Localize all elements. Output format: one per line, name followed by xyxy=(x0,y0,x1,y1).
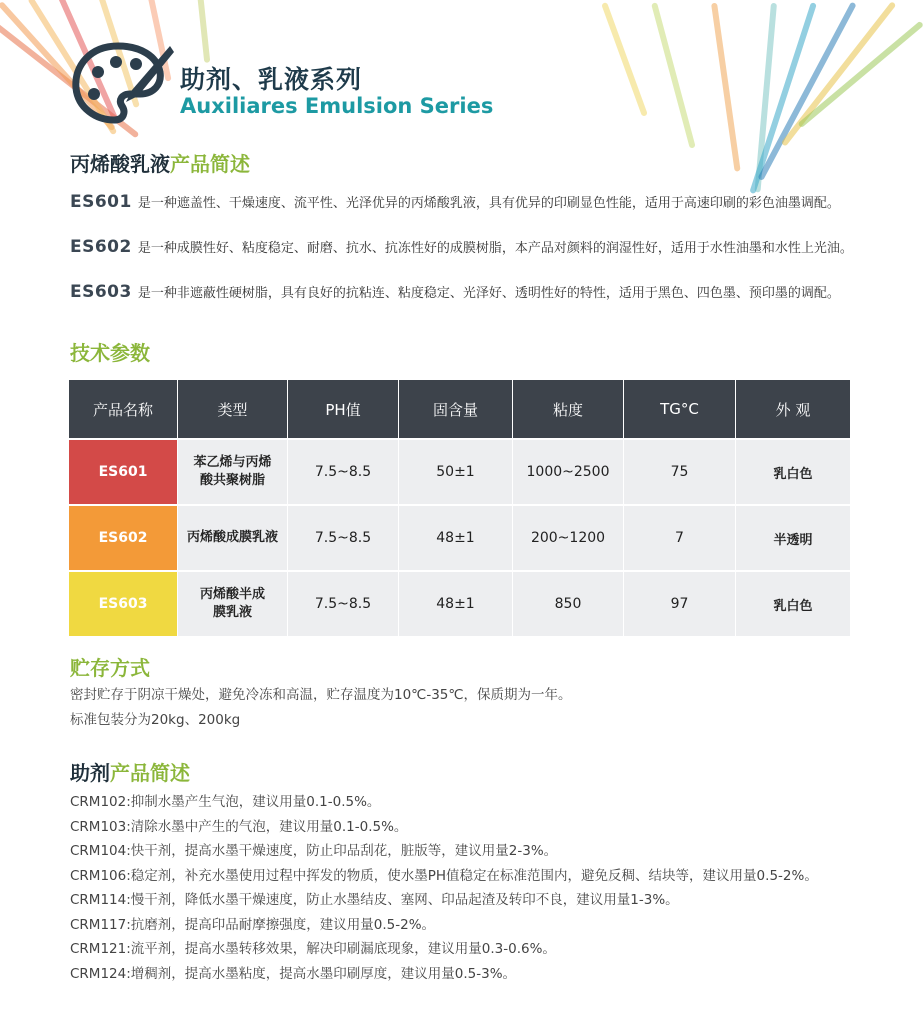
column-header: 固含量 xyxy=(399,380,513,438)
packaging-text: 标准包装分为20kg、200kg xyxy=(70,712,241,728)
emulsion-item xyxy=(70,192,840,212)
list-item: CRM103:清除水墨中产生的气泡，建议用量0.1-0.5%。 xyxy=(70,818,408,835)
emulsion-desc: 是一种非遮蔽性硬树脂，具有良好的抗粘连、粘度稳定、光泽好、透明性好的特性，适用于黑色、四色墨、预印墨的调配。 xyxy=(137,286,840,301)
appearance-cell: 乳白色 xyxy=(736,570,850,636)
emulsion-item xyxy=(70,237,853,257)
appearance-cell: 半透明 xyxy=(736,504,850,570)
page-title: 助剂、乳液系列 xyxy=(180,65,363,94)
product-name-cell: ES603 xyxy=(69,570,178,636)
product-type-cell xyxy=(178,570,288,636)
emulsion-code: ES602 xyxy=(70,237,132,257)
table-row xyxy=(69,504,850,570)
list-item: CRM121:流平剂，提高水墨转移效果，解决印刷漏底现象，建议用量0.3-0.6%。 xyxy=(70,941,556,957)
list-item: CRM102:抑制水墨产生气泡，建议用量0.1-0.5%。 xyxy=(70,794,381,810)
page-header xyxy=(70,38,590,128)
column-header: 类型 xyxy=(178,380,288,438)
spec-table-header-row xyxy=(69,380,850,438)
tg-cell: 75 xyxy=(624,438,736,504)
decorative-feathers-right xyxy=(544,0,924,220)
column-header: TG°C xyxy=(624,380,736,438)
storage-text: 密封贮存于阴凉干燥处，避免冷冻和高温，贮存温度为10℃-35℃，保质期为一年。 xyxy=(70,687,572,703)
list-item: CRM124:增稠剂，提高水墨粘度，提高水墨印刷厚度，建议用量0.5-3%。 xyxy=(70,965,517,982)
emulsion-item xyxy=(70,282,840,302)
emulsion-desc: 是一种遮盖性、干燥速度、流平性、光泽优异的丙烯酸乳液，具有优异的印刷显色性能，适用于高速印刷的彩色油墨调配。 xyxy=(137,196,840,211)
viscosity-cell: 1000~2500 xyxy=(513,438,624,504)
spec-table xyxy=(69,380,850,636)
solid-content-cell: 50±1 xyxy=(399,438,513,504)
column-header: 产品名称 xyxy=(69,380,178,438)
table-row xyxy=(69,438,850,504)
aux-title-green: 产品简述 xyxy=(110,761,190,785)
ph-cell: 7.5~8.5 xyxy=(288,438,399,504)
palette-icon xyxy=(70,38,175,128)
product-type-cell xyxy=(178,438,288,504)
column-header: 粘度 xyxy=(513,380,624,438)
product-name-cell: ES602 xyxy=(69,504,178,570)
emulsion-section-title xyxy=(70,148,250,177)
tg-cell: 7 xyxy=(624,504,736,570)
column-header: PH值 xyxy=(288,380,399,438)
product-name-cell: ES601 xyxy=(69,438,178,504)
ph-cell: 7.5~8.5 xyxy=(288,504,399,570)
table-row xyxy=(69,570,850,636)
type-line: 丙烯酸半成 xyxy=(199,587,265,602)
emulsion-desc: 是一种成膜性好、粘度稳定、耐磨、抗水、抗冻性好的成膜树脂，本产品对颜料的润湿性好，适用于水性油墨和水性上光油。 xyxy=(137,241,853,256)
column-header: 外 观 xyxy=(736,380,850,438)
aux-section-title xyxy=(70,757,190,786)
viscosity-cell: 850 xyxy=(513,570,624,636)
viscosity-cell: 200~1200 xyxy=(513,504,624,570)
solid-content-cell: 48±1 xyxy=(399,570,513,636)
list-item: CRM104:快干剂，提高水墨干燥速度，防止印品刮花，脏版等，建议用量2-3%。 xyxy=(70,843,558,859)
emulsion-code: ES603 xyxy=(70,282,132,302)
ph-cell: 7.5~8.5 xyxy=(288,570,399,636)
emulsion-title-dark: 丙烯酸乳液 xyxy=(70,152,170,176)
aux-title-dark: 助剂 xyxy=(70,761,110,785)
emulsion-title-green: 产品简述 xyxy=(170,152,250,176)
list-item: CRM106:稳定剂，补充水墨使用过程中挥发的物质，使水墨PH值稳定在标准范围内，避免反稠、结块等，建议用量0.5-2%。 xyxy=(70,867,818,884)
product-type-cell: 丙烯酸成膜乳液 xyxy=(178,504,288,570)
list-item: CRM114:慢干剂，降低水墨干燥速度，防止水墨结皮、塞网、印品起渣及转印不良，建议用量1-3%。 xyxy=(70,892,679,908)
type-line: 酸共聚树脂 xyxy=(199,473,265,488)
storage-section-title: 贮存方式 xyxy=(70,656,150,680)
type-line: 膜乳液 xyxy=(212,605,252,620)
tg-cell: 97 xyxy=(624,570,736,636)
spec-section-title: 技术参数 xyxy=(70,341,150,365)
list-item: CRM117:抗磨剂，提高印品耐摩擦强度，建议用量0.5-2%。 xyxy=(70,916,436,933)
type-line: 苯乙烯与丙烯 xyxy=(193,455,272,470)
emulsion-code: ES601 xyxy=(70,192,132,212)
page-subtitle: Auxiliares Emulsion Series xyxy=(180,94,494,118)
appearance-cell: 乳白色 xyxy=(736,438,850,504)
solid-content-cell: 48±1 xyxy=(399,504,513,570)
aux-product-list xyxy=(70,790,818,986)
